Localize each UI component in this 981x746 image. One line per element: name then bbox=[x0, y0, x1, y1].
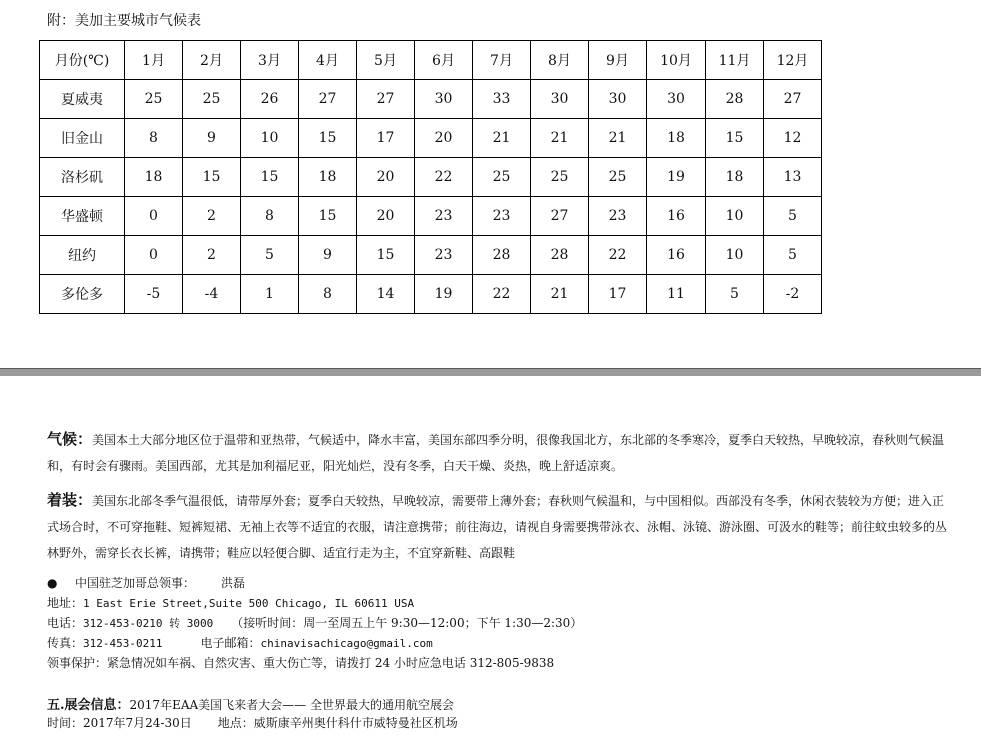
temperature-cell: 23 bbox=[415, 197, 473, 236]
temperature-cell: 25 bbox=[589, 158, 647, 197]
address-value: 1 East Erie Street,Suite 500 Chicago, IL 60611 USA bbox=[83, 597, 415, 610]
temperature-cell: 9 bbox=[183, 119, 241, 158]
temperature-cell: 8 bbox=[299, 275, 357, 314]
protection-line: 领事保护：紧急情况如车祸、自然灾害、重大伤亡等，请拨打 24 小时应急电话 312-805-9838 bbox=[47, 656, 555, 670]
consul-name: 洪磊 bbox=[221, 576, 246, 590]
address-label: 地址： bbox=[47, 596, 84, 610]
city-name-cell: 纽约 bbox=[40, 236, 125, 275]
bullet-icon: ● bbox=[47, 576, 58, 590]
climate-text: 美国本土大部分地区位于温带和亚热带，气候适中，降水丰富，美国东部四季分明，很像我国北方，东北部的冬季寒冷，夏季白天较热，早晚较凉，春秋则气候温和，有时会有骤雨。美国西部，尤其是加利福尼亚，阳光灿烂，没有冬季，白天干燥、炎热，晚上舒适凉爽。 bbox=[47, 433, 945, 473]
temperature-cell: 22 bbox=[473, 275, 531, 314]
temperature-cell: 5 bbox=[241, 236, 299, 275]
temperature-cell: 10 bbox=[706, 236, 764, 275]
month-unit-header: 月份(℃) bbox=[40, 41, 125, 80]
month-header-cell: 9月 bbox=[589, 41, 647, 80]
temperature-cell: 8 bbox=[241, 197, 299, 236]
clothing-heading: 着装： bbox=[47, 491, 93, 509]
climate-table bbox=[39, 40, 822, 314]
month-header-cell: 1月 bbox=[125, 41, 183, 80]
temperature-cell: 15 bbox=[183, 158, 241, 197]
phone-line bbox=[47, 614, 582, 631]
temperature-cell: 23 bbox=[473, 197, 531, 236]
month-header-cell: 5月 bbox=[357, 41, 415, 80]
temperature-cell: 5 bbox=[764, 236, 822, 275]
temperature-cell: 10 bbox=[706, 197, 764, 236]
temperature-cell: 30 bbox=[531, 80, 589, 119]
temperature-cell: 0 bbox=[125, 197, 183, 236]
temperature-cell: 27 bbox=[531, 197, 589, 236]
temperature-cell: 26 bbox=[241, 80, 299, 119]
temperature-cell: 18 bbox=[299, 158, 357, 197]
month-header-cell: 4月 bbox=[299, 41, 357, 80]
temperature-cell: 28 bbox=[473, 236, 531, 275]
temperature-cell: 11 bbox=[647, 275, 706, 314]
temperature-cell: 28 bbox=[531, 236, 589, 275]
temperature-cell: 25 bbox=[125, 80, 183, 119]
fax-label: 传真： bbox=[47, 636, 84, 650]
temperature-cell: 22 bbox=[589, 236, 647, 275]
temperature-cell: 25 bbox=[183, 80, 241, 119]
temperature-cell: 30 bbox=[647, 80, 706, 119]
address-line bbox=[47, 594, 414, 611]
temperature-cell: 33 bbox=[473, 80, 531, 119]
expo-location: 地点：威斯康辛州奥什科什市威特曼社区机场 bbox=[217, 716, 458, 730]
table-row bbox=[40, 119, 822, 158]
temperature-cell: 21 bbox=[589, 119, 647, 158]
table-row bbox=[40, 80, 822, 119]
temperature-cell: 25 bbox=[473, 158, 531, 197]
temperature-cell: 8 bbox=[125, 119, 183, 158]
month-header-cell: 11月 bbox=[706, 41, 764, 80]
fax-value: 312-453-0211 bbox=[83, 637, 163, 650]
month-header-cell: 6月 bbox=[415, 41, 473, 80]
page-top bbox=[0, 0, 981, 368]
climate-paragraph bbox=[47, 426, 947, 479]
temperature-cell: 27 bbox=[764, 80, 822, 119]
temperature-cell: 27 bbox=[357, 80, 415, 119]
temperature-cell: 28 bbox=[706, 80, 764, 119]
temperature-cell: 21 bbox=[531, 275, 589, 314]
temperature-cell: 9 bbox=[299, 236, 357, 275]
phone-hours: （接听时间：周一至周五上午 9:30—12:00；下午 1:30—2:30） bbox=[231, 616, 583, 630]
temperature-cell: 23 bbox=[589, 197, 647, 236]
email-label: 电子邮箱： bbox=[200, 636, 261, 650]
city-name-cell: 夏威夷 bbox=[40, 80, 125, 119]
temperature-cell: 18 bbox=[706, 158, 764, 197]
consulate-name: 中国驻芝加哥总领事： bbox=[75, 576, 196, 590]
temperature-cell: 15 bbox=[706, 119, 764, 158]
city-name-cell: 多伦多 bbox=[40, 275, 125, 314]
city-name-cell: 旧金山 bbox=[40, 119, 125, 158]
temperature-cell: 21 bbox=[531, 119, 589, 158]
temperature-cell: 13 bbox=[764, 158, 822, 197]
temperature-cell: 5 bbox=[764, 197, 822, 236]
temperature-cell: 19 bbox=[647, 158, 706, 197]
clothing-text: 美国东北部冬季气温很低，请带厚外套；夏季白天较热，早晚较凉，需要带上薄外套；春秋则气候温和，与中国相似。西部没有冬季，休闲衣装较为方便；进入正式场合时，不可穿拖鞋、短裤短裙、无袖上衣等不适宜的衣服，请注意携带；前往海边，请视自身需要携带泳衣、泳帽、泳镜、游泳圈、可汲水的鞋等；前往蚊虫较多的丛林野外，需穿长衣长裤，请携带；鞋应以轻便合脚、适宜行走为主，不宜穿新鞋、高跟鞋 bbox=[47, 494, 948, 560]
expo-details-line bbox=[47, 714, 458, 731]
temperature-cell: 15 bbox=[241, 158, 299, 197]
temperature-cell: 0 bbox=[125, 236, 183, 275]
temperature-cell: 30 bbox=[415, 80, 473, 119]
temperature-cell: 1 bbox=[241, 275, 299, 314]
month-header-cell: 8月 bbox=[531, 41, 589, 80]
temperature-cell: 2 bbox=[183, 236, 241, 275]
temperature-cell: 30 bbox=[589, 80, 647, 119]
city-name-cell: 洛杉矶 bbox=[40, 158, 125, 197]
expo-heading: 五.展会信息： bbox=[47, 698, 130, 713]
climate-heading: 气候： bbox=[47, 430, 93, 448]
temperature-cell: 20 bbox=[415, 119, 473, 158]
phone-label: 电话： bbox=[47, 616, 84, 630]
temperature-cell: 22 bbox=[415, 158, 473, 197]
temperature-cell: 15 bbox=[299, 197, 357, 236]
expo-heading-line bbox=[47, 694, 454, 713]
table-header-row bbox=[40, 41, 822, 80]
expo-time: 时间：2017年7月24-30日 bbox=[47, 716, 192, 730]
table-caption: 附：美加主要城市气候表 bbox=[47, 13, 201, 29]
temperature-cell: 27 bbox=[299, 80, 357, 119]
expo-title: 2017年EAA美国飞来者大会—— 全世界最大的通用航空展会 bbox=[129, 698, 454, 712]
temperature-cell: -5 bbox=[125, 275, 183, 314]
temperature-cell: 18 bbox=[125, 158, 183, 197]
temperature-cell: 25 bbox=[531, 158, 589, 197]
table-row bbox=[40, 158, 822, 197]
section-divider bbox=[0, 368, 981, 376]
fax-line bbox=[47, 634, 433, 651]
temperature-cell: 17 bbox=[357, 119, 415, 158]
month-header-cell: 10月 bbox=[647, 41, 706, 80]
email-link[interactable]: chinavisachicago@gmail.com bbox=[260, 637, 433, 650]
clothing-paragraph bbox=[47, 487, 947, 566]
temperature-cell: 19 bbox=[415, 275, 473, 314]
climate-table-body bbox=[40, 41, 822, 314]
temperature-cell: 14 bbox=[357, 275, 415, 314]
phone-value: 312-453-0210 转 3000 bbox=[83, 617, 214, 630]
month-header-cell: 3月 bbox=[241, 41, 299, 80]
temperature-cell: 18 bbox=[647, 119, 706, 158]
temperature-cell: 15 bbox=[299, 119, 357, 158]
temperature-cell: -4 bbox=[183, 275, 241, 314]
temperature-cell: 16 bbox=[647, 236, 706, 275]
month-header-cell: 7月 bbox=[473, 41, 531, 80]
temperature-cell: 5 bbox=[706, 275, 764, 314]
temperature-cell: 10 bbox=[241, 119, 299, 158]
table-row bbox=[40, 275, 822, 314]
temperature-cell: 21 bbox=[473, 119, 531, 158]
consulate-line bbox=[47, 574, 245, 591]
table-row bbox=[40, 197, 822, 236]
temperature-cell: 23 bbox=[415, 236, 473, 275]
month-header-cell: 2月 bbox=[183, 41, 241, 80]
temperature-cell: -2 bbox=[764, 275, 822, 314]
temperature-cell: 20 bbox=[357, 158, 415, 197]
month-header-cell: 12月 bbox=[764, 41, 822, 80]
temperature-cell: 17 bbox=[589, 275, 647, 314]
table-row bbox=[40, 236, 822, 275]
temperature-cell: 20 bbox=[357, 197, 415, 236]
city-name-cell: 华盛顿 bbox=[40, 197, 125, 236]
temperature-cell: 15 bbox=[357, 236, 415, 275]
temperature-cell: 16 bbox=[647, 197, 706, 236]
temperature-cell: 2 bbox=[183, 197, 241, 236]
temperature-cell: 12 bbox=[764, 119, 822, 158]
